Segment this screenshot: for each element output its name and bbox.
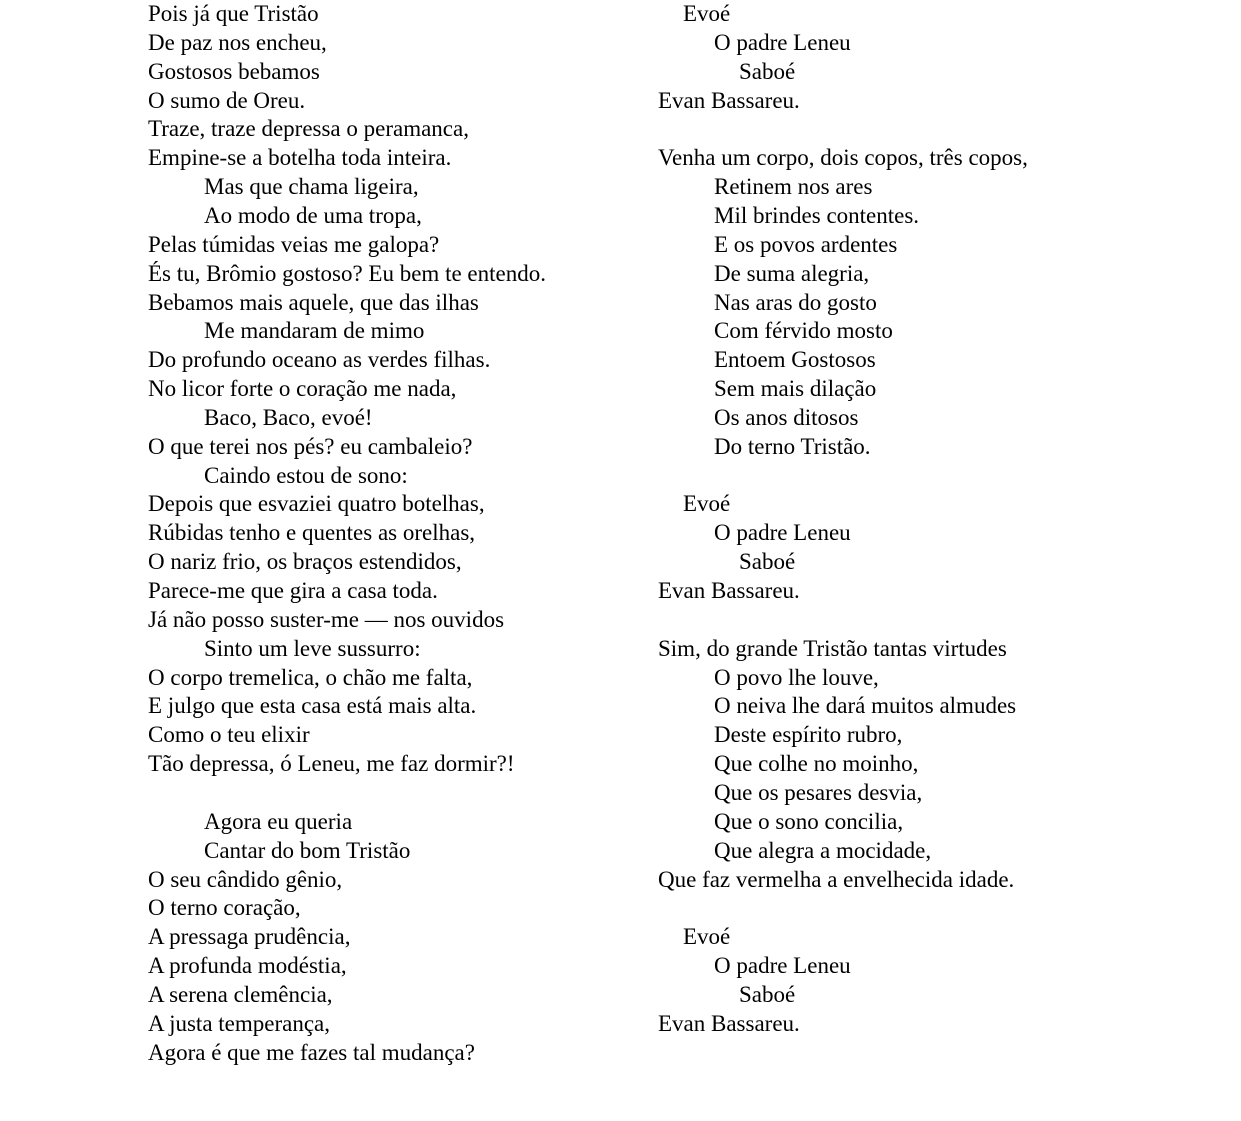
poem-line: E julgo que esta casa está mais alta. [148,693,477,719]
poem-line: O padre Leneu [714,29,851,55]
poem-line: O padre Leneu [714,520,851,546]
poem-line: Venha um corpo, dois copos, três copos, [658,145,1028,171]
poem-line: Os anos ditosos [714,404,859,430]
poem-line: Baco, Baco, evoé! [204,404,373,430]
poem-line: A pressaga prudência, [148,924,351,950]
poem-line: Traze, traze depressa o peramanca, [148,116,469,142]
poem-line: A serena clemência, [148,981,333,1007]
poem-line: Que colhe no moinho, [714,751,919,777]
poem-line: Me mandaram de mimo [204,318,425,344]
poem-line: És tu, Brômio gostoso? Eu bem te entendo. [148,260,546,286]
poem-line: Parece-me que gira a casa toda. [148,578,438,603]
poem-line: Evoé [683,1,731,26]
poem-line: Que o sono concilia, [714,808,904,834]
poem-line: Com férvido mosto [714,318,893,344]
poem-line: Entoem Gostosos [714,347,876,373]
poem-line: O terno coração, [148,895,301,921]
poem-line: A profunda modéstia, [148,953,347,979]
poem-line: Mil brindes contentes. [714,202,920,228]
poem-line: Saboé [739,981,796,1007]
poem-line: O padre Leneu [714,953,851,979]
poem-line: Que alegra a mocidade, [714,837,932,863]
poem-line: Agora é que me fazes tal mudança? [148,1039,475,1065]
poem-line: O nariz frio, os braços estendidos, [148,549,462,575]
poem-line: O que terei nos pés? eu cambaleio? [148,433,473,459]
poem-line: E os povos ardentes [714,231,898,257]
poem-line: No licor forte o coração me nada, [148,376,457,402]
poem-line: Sem mais dilação [714,376,877,402]
poem-line: Do terno Tristão. [714,433,871,459]
poem-line: Bebamos mais aquele, que das ilhas [148,289,479,315]
poem-line: O neiva lhe dará muitos almudes [714,693,1017,719]
poem-line: O povo lhe louve, [714,664,879,690]
poem-line: Gostosos bebamos [148,58,320,84]
poem-line: O corpo tremelica, o chão me falta, [148,664,473,690]
poem-line: Evoé [683,491,731,517]
poem-line: Que os pesares desvia, [714,779,923,805]
poem-line: Agora eu queria [204,808,353,834]
poem-line: Empine-se a botelha toda inteira. [148,145,452,171]
poem-line: Cantar do bom Tristão [204,837,411,863]
poem-line: Pois já que Tristão [148,1,319,26]
poem-line: Retinem nos ares [714,174,873,200]
poem-line: Saboé [739,549,796,575]
poem-line: Caindo estou de sono: [204,462,408,488]
poem-line: Evan Bassareu. [658,87,800,113]
poem-line: Sinto um leve sussurro: [204,635,421,661]
poem-line: Saboé [739,58,796,84]
poem-line: Já não posso suster-me — nos ouvidos [148,606,505,632]
poem-line: Evoé [683,924,731,950]
poem-line: Mas que chama ligeira, [204,174,419,200]
poem-line: Depois que esvaziei quatro botelhas, [148,491,485,517]
poem-line: Sim, do grande Tristão tantas virtudes [658,635,1007,661]
poem-line: Evan Bassareu. [658,578,800,603]
poem-line: Rúbidas tenho e quentes as orelhas, [148,520,476,546]
poem-line: Nas aras do gosto [714,289,877,315]
poem-line: Do profundo oceano as verdes filhas. [148,347,491,373]
poem-line: Ao modo de uma tropa, [204,202,422,228]
poem-line: Evan Bassareu. [658,1010,800,1036]
poem-line: A justa temperança, [148,1010,331,1036]
poem-line: De paz nos encheu, [148,29,327,55]
poem-line: O seu cândido gênio, [148,866,343,892]
poem-line: Como o teu elixir [148,722,310,748]
poem-line: Deste espírito rubro, [714,722,903,748]
poem-line: Que faz vermelha a envelhecida idade. [658,866,1015,892]
poem-line: De suma alegria, [714,260,870,286]
poem-line: Pelas túmidas veias me galopa? [148,231,440,257]
poem-line: O sumo de Oreu. [148,87,306,113]
poem-line: Tão depressa, ó Leneu, me faz dormir?! [148,751,515,777]
